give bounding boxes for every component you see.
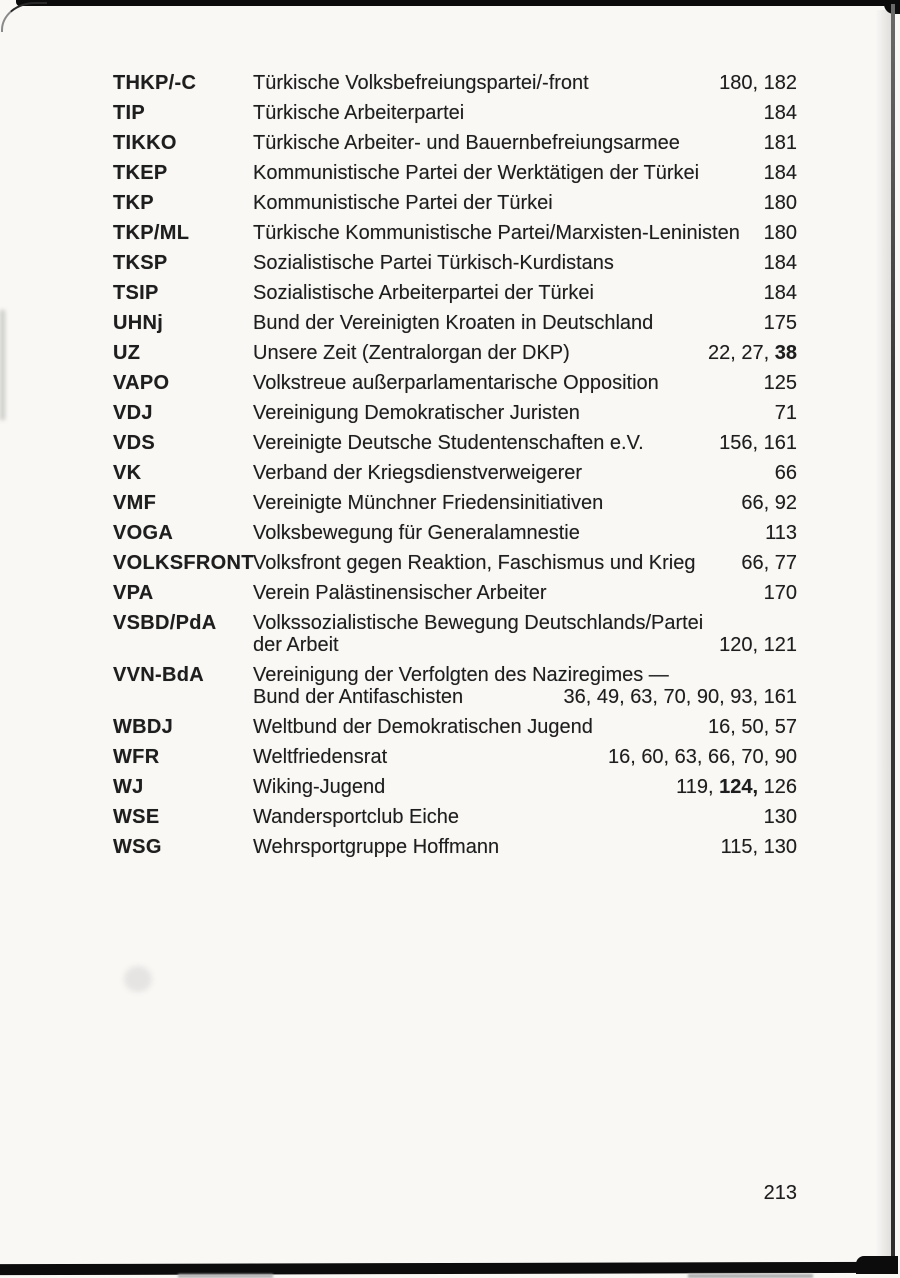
index-entry	[113, 552, 797, 574]
entry-description: Wandersportclub Eiche	[253, 806, 460, 828]
index-entry	[113, 192, 797, 214]
entry-line	[253, 222, 797, 244]
index-entry	[113, 716, 797, 738]
entry-line	[253, 312, 797, 334]
entry-abbreviation: UZ	[113, 342, 141, 364]
index-list	[113, 72, 797, 866]
entry-description: Türkische Volksbefreiungspartei/-front	[253, 72, 589, 94]
entry-page-numbers: 119, 124, 126	[676, 776, 797, 798]
entry-body	[253, 432, 797, 454]
scan-smudge-center	[124, 966, 152, 992]
entry-line	[253, 664, 797, 686]
entry-description: Volksfront gegen Reaktion, Faschismus und Krieg	[253, 552, 696, 574]
entry-description: Kommunistische Partei der Werktätigen der Türkei	[253, 162, 700, 184]
entry-page-numbers: 16, 60, 63, 66, 70, 90	[607, 746, 797, 768]
entry-line	[253, 634, 797, 656]
entry-page-numbers: 181	[763, 132, 797, 154]
entry-description: Türkische Arbeiterpartei	[253, 102, 465, 124]
scan-smudge-left-edge	[0, 310, 5, 420]
scan-edge-top	[16, 0, 900, 6]
index-entry	[113, 102, 797, 124]
entry-page-numbers: 120, 121	[719, 634, 797, 656]
entry-page-numbers: 184	[763, 282, 797, 304]
entry-body	[253, 342, 797, 364]
index-entry	[113, 312, 797, 334]
entry-description: Sozialistische Arbeiterpartei der Türkei	[253, 282, 594, 304]
entry-abbreviation: VK	[113, 462, 142, 484]
scan-edge-right	[891, 4, 895, 1268]
index-entry	[113, 252, 797, 274]
entry-abbreviation: VDJ	[113, 402, 153, 424]
entry-line	[253, 806, 797, 828]
entry-abbreviation: VVN-BdA	[113, 664, 204, 686]
entry-description: Weltbund der Demokratischen Jugend	[253, 716, 593, 738]
entry-description: Weltfriedensrat	[253, 746, 388, 768]
entry-body	[253, 836, 797, 858]
index-entry	[113, 582, 797, 604]
index-entry	[113, 72, 797, 94]
entry-page-numbers: 115, 130	[720, 836, 797, 858]
entry-page-numbers: 113	[765, 522, 797, 544]
entry-page-numbers: 22, 27, 38	[708, 342, 797, 364]
entry-abbreviation: VDS	[113, 432, 156, 454]
entry-abbreviation: WSG	[113, 836, 162, 858]
entry-line	[253, 132, 797, 154]
index-entry	[113, 372, 797, 394]
entry-abbreviation: TKSP	[113, 252, 168, 274]
entry-abbreviation: TIP	[113, 102, 146, 124]
entry-abbreviation: VOLKSFRONT	[113, 552, 254, 574]
entry-description: Vereinigung Demokratischer Juristen	[253, 402, 580, 424]
entry-body	[253, 102, 797, 124]
scan-corner-bottom-right	[856, 1256, 898, 1274]
entry-abbreviation: VMF	[113, 492, 157, 514]
entry-description: Bund der Vereinigten Kroaten in Deutschland	[253, 312, 654, 334]
entry-line	[253, 462, 797, 484]
index-entry	[113, 836, 797, 858]
entry-abbreviation: TKEP	[113, 162, 168, 184]
scan-shadow-right	[875, 10, 891, 1260]
entry-page-numbers: 16, 50, 57	[708, 716, 797, 738]
entry-abbreviation: UHNj	[113, 312, 164, 334]
entry-page-numbers: 175	[763, 312, 797, 334]
entry-description: Volkstreue außerparlamentarische Opposition	[253, 372, 659, 394]
entry-body	[253, 252, 797, 274]
entry-description: Vereinigte Münchner Friedensinitiativen	[253, 492, 604, 514]
entry-line	[253, 716, 797, 738]
entry-line	[253, 552, 797, 574]
entry-page-numbers: 71	[774, 402, 797, 424]
index-entry	[113, 402, 797, 424]
entry-line	[253, 342, 797, 364]
index-entry	[113, 282, 797, 304]
entry-body	[253, 582, 797, 604]
entry-description: Verband der Kriegsdienstverweigerer	[253, 462, 583, 484]
entry-line	[253, 492, 797, 514]
entry-page-numbers: 66	[774, 462, 797, 484]
entry-description: Verein Palästinensischer Arbeiter	[253, 582, 547, 604]
entry-abbreviation: WFR	[113, 746, 160, 768]
entry-body	[253, 612, 797, 656]
scan-corner-top-left	[1, 2, 47, 32]
entry-page-numbers: 184	[763, 252, 797, 274]
entry-line	[253, 582, 797, 604]
entry-page-numbers: 130	[763, 806, 797, 828]
entry-description: Bund der Antifaschisten	[253, 686, 464, 708]
entry-line	[253, 72, 797, 94]
entry-line	[253, 252, 797, 274]
entry-body	[253, 402, 797, 424]
index-entry	[113, 222, 797, 244]
entry-line	[253, 522, 797, 544]
entry-page-numbers: 170	[763, 582, 797, 604]
scan-shadow-bottom-right	[688, 1274, 813, 1278]
entry-abbreviation: VSBD/PdA	[113, 612, 217, 634]
entry-abbreviation: TSIP	[113, 282, 159, 304]
entry-page-numbers: 184	[763, 162, 797, 184]
entry-line	[253, 102, 797, 124]
entry-description: Wehrsportgruppe Hoffmann	[253, 836, 500, 858]
entry-description: Vereinigte Deutsche Studentenschaften e.V.	[253, 432, 644, 454]
index-entry	[113, 492, 797, 514]
entry-description: Kommunistische Partei der Türkei	[253, 192, 553, 214]
entry-line	[253, 836, 797, 858]
index-entry	[113, 522, 797, 544]
entry-description: Türkische Kommunistische Partei/Marxisten-Leninisten	[253, 222, 740, 244]
entry-abbreviation: WBDJ	[113, 716, 174, 738]
entry-description: Unsere Zeit (Zentralorgan der DKP)	[253, 342, 570, 364]
entry-page-numbers: 180, 182	[719, 72, 797, 94]
entry-line	[253, 192, 797, 214]
entry-page-numbers: 184	[763, 102, 797, 124]
entry-line	[253, 612, 797, 634]
entry-abbreviation: TIKKO	[113, 132, 177, 154]
entry-description: Volkssozialistische Bewegung Deutschlands/Partei	[253, 612, 704, 634]
entry-body	[253, 716, 797, 738]
entry-page-numbers: 66, 77	[741, 552, 797, 574]
scan-shadow-bottom-left	[178, 1274, 273, 1278]
entry-description: der Arbeit	[253, 634, 339, 656]
entry-description: Sozialistische Partei Türkisch-Kurdistans	[253, 252, 614, 274]
entry-page-numbers: 156, 161	[719, 432, 797, 454]
entry-body	[253, 192, 797, 214]
entry-abbreviation: VPA	[113, 582, 154, 604]
entry-body	[253, 552, 797, 574]
entry-description: Türkische Arbeiter- und Bauernbefreiungsarmee	[253, 132, 680, 154]
entry-line	[253, 776, 797, 798]
index-entry	[113, 132, 797, 154]
index-entry	[113, 342, 797, 364]
entry-body	[253, 372, 797, 394]
entry-line	[253, 162, 797, 184]
entry-body	[253, 282, 797, 304]
page-number: 213	[763, 1182, 797, 1204]
entry-body	[253, 522, 797, 544]
entry-description: Volksbewegung für Generalamnestie	[253, 522, 580, 544]
entry-abbreviation: TKP	[113, 192, 154, 214]
entry-page-numbers: 125	[763, 372, 797, 394]
index-entry	[113, 162, 797, 184]
entry-abbreviation: WSE	[113, 806, 160, 828]
entry-abbreviation: THKP/-C	[113, 72, 197, 94]
entry-body	[253, 222, 797, 244]
entry-body	[253, 492, 797, 514]
entry-body	[253, 806, 797, 828]
entry-page-numbers: 180	[763, 222, 797, 244]
entry-body	[253, 746, 797, 768]
entry-body	[253, 162, 797, 184]
index-entry	[113, 746, 797, 768]
entry-body	[253, 462, 797, 484]
entry-line	[253, 402, 797, 424]
entry-description: Vereinigung der Verfolgten des Naziregimes —	[253, 664, 669, 686]
index-entry	[113, 432, 797, 454]
entry-line	[253, 282, 797, 304]
entry-line	[253, 686, 797, 708]
entry-body	[253, 312, 797, 334]
entry-page-numbers: 180	[763, 192, 797, 214]
entry-line	[253, 372, 797, 394]
entry-body	[253, 72, 797, 94]
entry-abbreviation: VOGA	[113, 522, 174, 544]
index-entry	[113, 612, 797, 656]
entry-abbreviation: VAPO	[113, 372, 170, 394]
entry-body	[253, 664, 797, 708]
index-entry	[113, 776, 797, 798]
entry-page-numbers: 66, 92	[741, 492, 797, 514]
entry-body	[253, 132, 797, 154]
entry-abbreviation: TKP/ML	[113, 222, 190, 244]
index-entry	[113, 806, 797, 828]
entry-description: Wiking-Jugend	[253, 776, 386, 798]
entry-line	[253, 432, 797, 454]
entry-page-numbers: 36, 49, 63, 70, 90, 93, 161	[563, 686, 797, 708]
index-entry	[113, 664, 797, 708]
entry-body	[253, 776, 797, 798]
entry-line	[253, 746, 797, 768]
index-entry	[113, 462, 797, 484]
entry-abbreviation: WJ	[113, 776, 144, 798]
